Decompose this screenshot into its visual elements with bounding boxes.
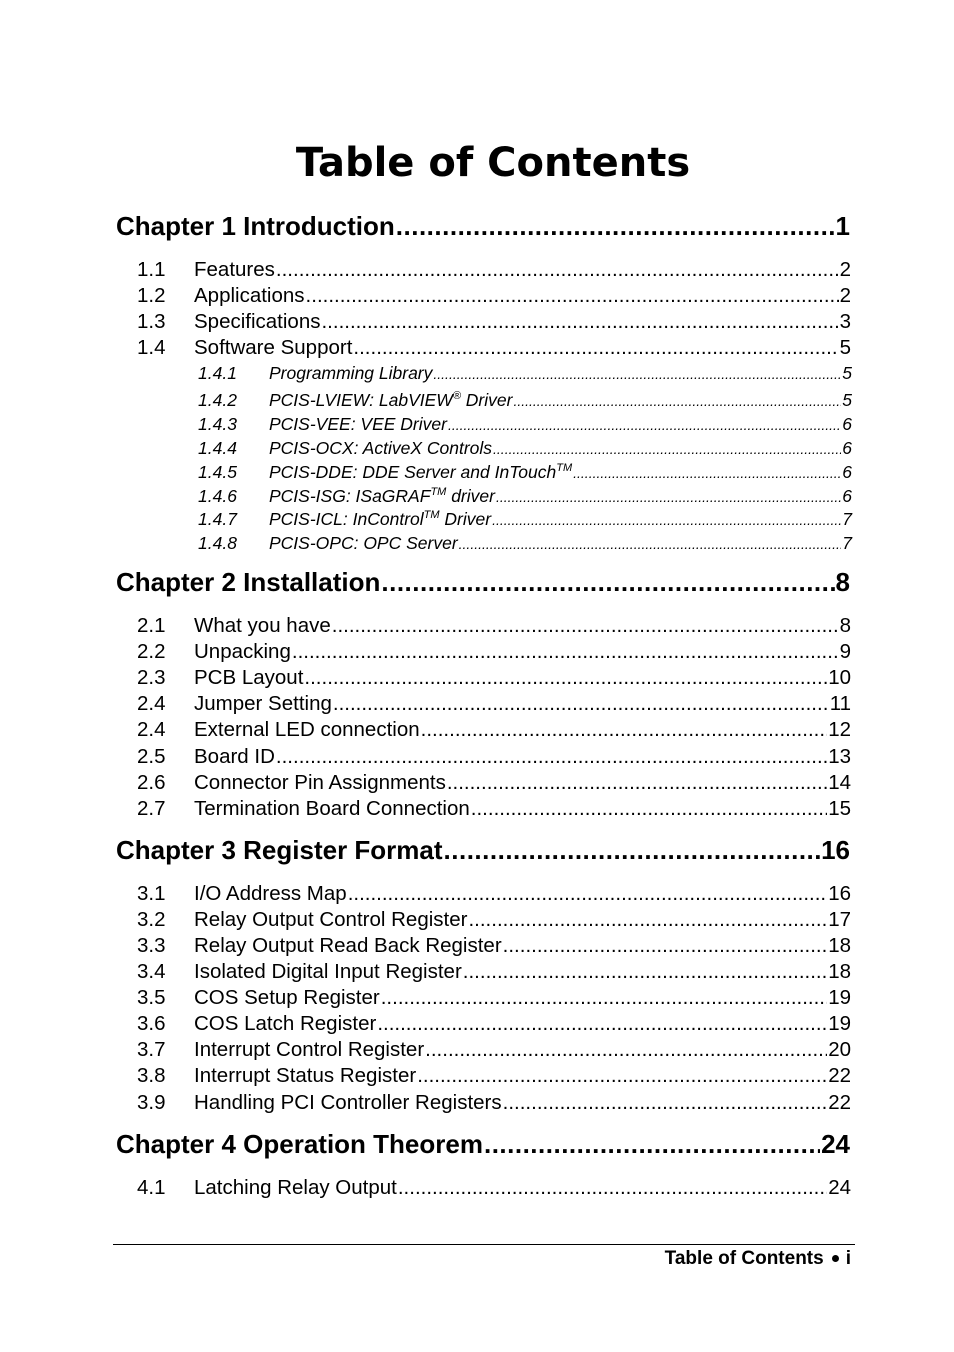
dot-leader [396, 211, 835, 242]
section-title: Termination Board Connection [194, 797, 470, 820]
toc-chapter-entry[interactable] [116, 1129, 850, 1163]
page-number: 5 [842, 390, 852, 410]
section-title: External LED connection [194, 718, 420, 741]
section-title: Jumper Setting [194, 692, 332, 715]
page-number: 6 [842, 438, 852, 458]
toc-section-entry[interactable] [137, 1176, 851, 1202]
page-number: 12 [828, 718, 851, 741]
section-title: I/O Address Map [194, 882, 347, 905]
section-title: Interrupt Control Register [194, 1038, 425, 1061]
subsection-number: 1.4.2 [198, 390, 237, 410]
subsection-title: PCIS-OPC: OPC Server [269, 533, 458, 553]
dot-leader [448, 417, 841, 433]
section-number: 3.7 [137, 1038, 166, 1061]
toc-section-entry[interactable] [137, 310, 851, 336]
toc-section-entry[interactable] [137, 934, 851, 960]
dot-leader [377, 1012, 827, 1036]
toc-section-entry[interactable] [137, 882, 851, 908]
subsection-title: PCIS-ISG: ISaGRAF™ driver [269, 486, 495, 506]
toc-chapter-entry[interactable] [116, 567, 850, 601]
toc-section-entry[interactable] [137, 797, 851, 823]
page-footer [665, 1248, 851, 1270]
toc-section-entry[interactable] [137, 960, 851, 986]
page-number: 24 [828, 1176, 851, 1199]
dot-leader [421, 718, 828, 742]
page-number: 19 [828, 986, 851, 1009]
subsection-number: 1.4.3 [198, 414, 237, 434]
toc-section-entry[interactable] [137, 284, 851, 310]
page-number: 6 [842, 414, 852, 434]
section-number: 2.2 [137, 640, 166, 663]
toc-section-entry[interactable] [137, 640, 851, 666]
page-number: 11 [829, 692, 851, 715]
chapter-title: Chapter 4 Operation Theorem [116, 1129, 483, 1159]
dot-leader [492, 512, 841, 528]
section-number: 3.4 [137, 960, 166, 983]
section-number: 3.3 [137, 934, 166, 957]
bullet-icon [832, 1255, 839, 1262]
page-number: 2 [839, 284, 851, 307]
toc-subsection-entry[interactable] [198, 509, 852, 533]
dot-leader [353, 336, 838, 360]
toc-chapter-entry[interactable] [116, 835, 850, 869]
dot-leader [493, 441, 841, 457]
dot-leader [381, 567, 834, 598]
section-title: Handling PCI Controller Registers [194, 1091, 502, 1114]
toc-section-entry[interactable] [137, 908, 851, 934]
dot-leader [444, 835, 821, 866]
page-number: 8 [839, 614, 851, 637]
section-title: Interrupt Status Register [194, 1064, 417, 1087]
footer-divider [113, 1244, 855, 1245]
section-title: COS Setup Register [194, 986, 380, 1009]
dot-leader [471, 797, 827, 821]
subsection-number: 1.4.7 [198, 509, 237, 529]
section-number: 2.7 [137, 797, 166, 820]
section-title: Specifications [194, 310, 321, 333]
dot-leader [306, 284, 839, 308]
page-number: 6 [842, 462, 852, 482]
dot-leader [292, 640, 839, 664]
section-number: 2.3 [137, 666, 166, 689]
page-number: 22 [828, 1091, 851, 1114]
toc-section-entry[interactable] [137, 614, 851, 640]
subsection-number: 1.4.8 [198, 533, 237, 553]
section-title: COS Latch Register [194, 1012, 377, 1035]
section-number: 3.1 [137, 882, 166, 905]
section-number: 3.6 [137, 1012, 166, 1035]
section-number: 2.1 [137, 614, 166, 637]
section-title: Software Support [194, 336, 353, 359]
dot-leader [332, 614, 839, 638]
subsection-title: Programming Library [269, 363, 433, 383]
dot-leader [398, 1176, 827, 1200]
section-title: Features [194, 258, 275, 281]
section-title: PCB Layout [194, 666, 304, 689]
page-number: 13 [828, 745, 851, 768]
page-number: 5 [839, 336, 851, 359]
dot-leader [348, 882, 828, 906]
chapter-title: Chapter 1 Introduction [116, 211, 395, 241]
subsection-title: PCIS-ICL: InControl™ Driver [269, 509, 492, 529]
dot-leader [304, 666, 827, 690]
section-title: Applications [194, 284, 305, 307]
page-number: 1 [835, 211, 850, 241]
page-number: 5 [842, 363, 852, 383]
page-number: 16 [821, 835, 850, 865]
toc-section-entry[interactable] [137, 986, 851, 1012]
page-number: 14 [828, 771, 851, 794]
dot-leader [496, 489, 841, 505]
toc-section-entry[interactable] [137, 1038, 851, 1064]
dot-leader [276, 745, 827, 769]
section-number: 3.8 [137, 1064, 166, 1087]
page-number: 17 [828, 908, 851, 931]
dot-leader [459, 536, 842, 552]
subsection-title: PCIS-OCX: ActiveX Controls [269, 438, 493, 458]
section-number: 1.4 [137, 336, 166, 359]
section-title: What you have [194, 614, 331, 637]
dot-leader [417, 1064, 827, 1088]
dot-leader [484, 1129, 820, 1160]
page-number: 6 [842, 486, 852, 506]
section-number: 2.5 [137, 745, 166, 768]
page-number: 20 [828, 1038, 851, 1061]
toc-section-entry[interactable] [137, 1012, 851, 1038]
page-title: Table of Contents [295, 140, 691, 186]
section-number: 4.1 [137, 1176, 166, 1199]
toc-subsection-entry[interactable] [198, 462, 852, 486]
dot-leader [447, 771, 827, 795]
subsection-title: PCIS-VEE: VEE Driver [269, 414, 447, 434]
section-title: Unpacking [194, 640, 291, 663]
toc-subsection-entry[interactable] [198, 390, 852, 414]
toc-subsection-entry[interactable] [198, 363, 852, 387]
page-number: 9 [839, 640, 851, 663]
chapter-title: Chapter 3 Register Format [116, 835, 443, 865]
section-title: Relay Output Control Register [194, 908, 468, 931]
chapter-title: Chapter 2 Installation [116, 567, 381, 597]
page-number: 8 [835, 567, 850, 597]
subsection-title: PCIS-LVIEW: LabVIEW® Driver [269, 390, 513, 410]
page-number: 19 [828, 1012, 851, 1035]
toc-chapter-entry[interactable] [116, 211, 850, 245]
toc-subsection-entry[interactable] [198, 438, 852, 462]
section-number: 2.4 [137, 692, 166, 715]
section-number: 2.6 [137, 771, 166, 794]
section-number: 3.9 [137, 1091, 166, 1114]
dot-leader [425, 1038, 827, 1062]
toc-section-entry[interactable] [137, 666, 851, 692]
dot-leader [381, 986, 827, 1010]
subsection-number: 1.4.1 [198, 363, 237, 383]
toc-section-entry[interactable] [137, 1091, 851, 1117]
page-number: 18 [828, 934, 851, 957]
dot-leader [333, 692, 829, 716]
page-number: 10 [828, 666, 851, 689]
section-number: 2.4 [137, 718, 166, 741]
dot-leader [433, 366, 841, 382]
toc-section-entry[interactable] [137, 336, 851, 362]
subsection-number: 1.4.5 [198, 462, 237, 482]
toc-section-entry[interactable] [137, 258, 851, 284]
toc-section-entry[interactable] [137, 745, 851, 771]
dot-leader [513, 393, 841, 409]
toc-section-entry[interactable] [137, 771, 851, 797]
page-number: 22 [828, 1064, 851, 1087]
dot-leader [573, 465, 841, 481]
dot-leader [321, 310, 838, 334]
page-number: 16 [828, 882, 851, 905]
section-number: 3.5 [137, 986, 166, 1009]
toc-section-entry[interactable] [137, 692, 851, 718]
toc-subsection-entry[interactable] [198, 533, 852, 557]
section-number: 1.3 [137, 310, 166, 333]
subsection-number: 1.4.4 [198, 438, 237, 458]
toc-section-entry[interactable] [137, 718, 851, 744]
subsection-number: 1.4.6 [198, 486, 237, 506]
toc-section-entry[interactable] [137, 1064, 851, 1090]
section-number: 1.2 [137, 284, 166, 307]
dot-leader [503, 934, 828, 958]
section-title: Latching Relay Output [194, 1176, 397, 1199]
section-number: 3.2 [137, 908, 166, 931]
footer-page-number: i [845, 1248, 851, 1269]
dot-leader [276, 258, 839, 282]
dot-leader [463, 960, 827, 984]
subsection-title: PCIS-DDE: DDE Server and InTouch™ [269, 462, 573, 482]
page-number: 7 [842, 509, 852, 529]
section-title: Relay Output Read Back Register [194, 934, 502, 957]
toc-subsection-entry[interactable] [198, 414, 852, 438]
footer-title: Table of Contents [664, 1248, 824, 1269]
page-number: 3 [839, 310, 851, 333]
section-title: Board ID [194, 745, 275, 768]
page-number: 2 [839, 258, 851, 281]
page-number: 24 [821, 1129, 850, 1159]
page-number: 7 [842, 533, 852, 553]
dot-leader [468, 908, 827, 932]
dot-leader [503, 1091, 828, 1115]
section-title: Isolated Digital Input Register [194, 960, 462, 983]
page-number: 15 [828, 797, 851, 820]
page-number: 18 [828, 960, 851, 983]
section-title: Connector Pin Assignments [194, 771, 446, 794]
section-number: 1.1 [137, 258, 166, 281]
toc-subsection-entry[interactable] [198, 486, 852, 510]
